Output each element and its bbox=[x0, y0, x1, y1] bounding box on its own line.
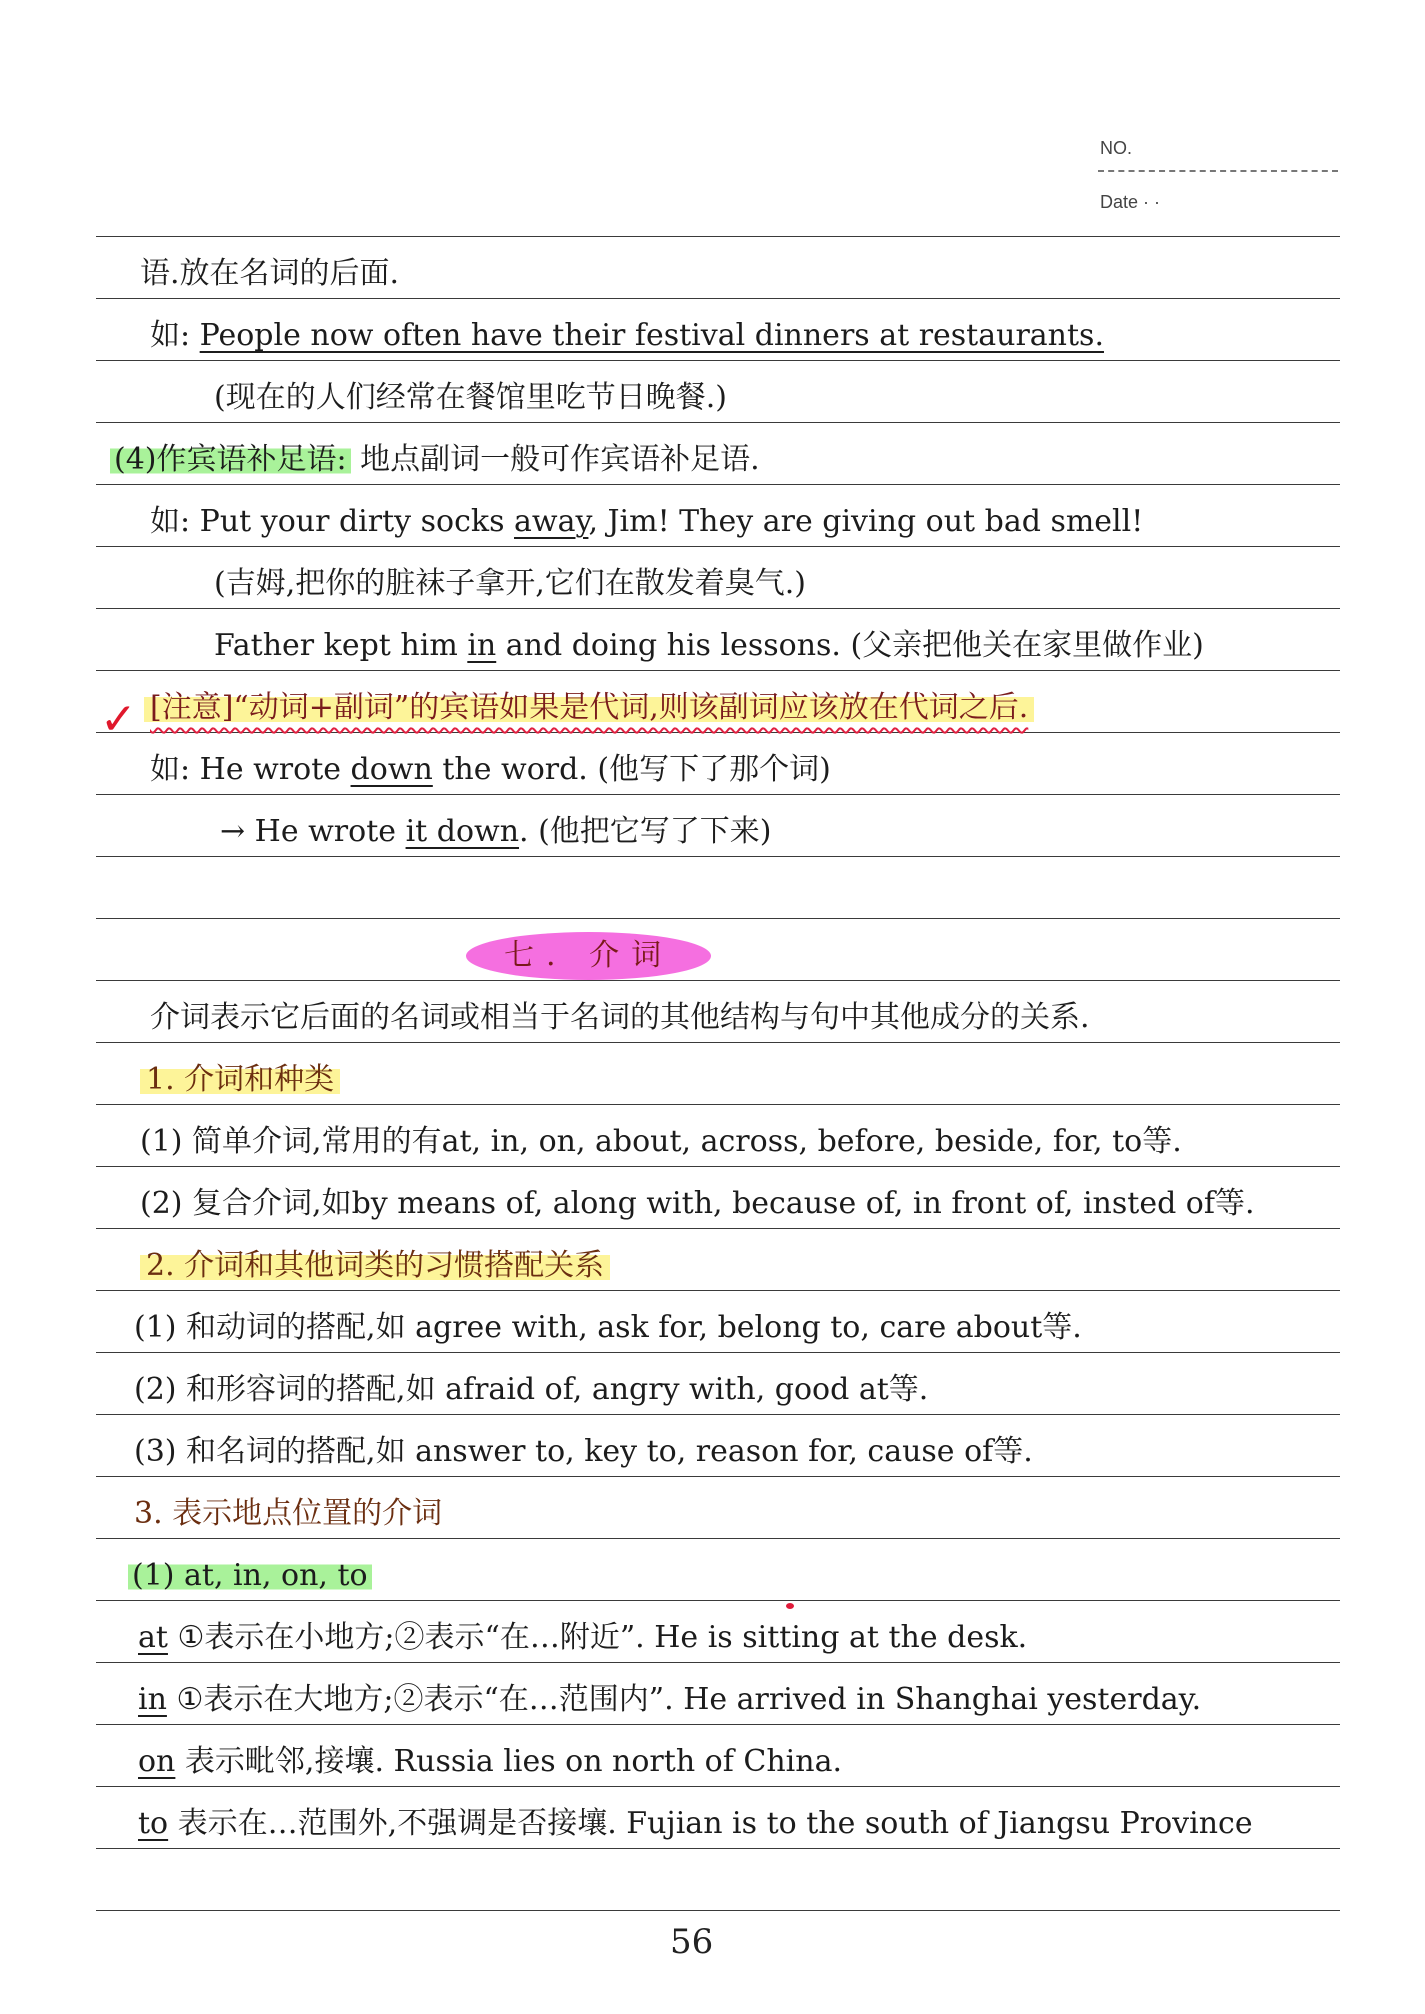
ruled-line bbox=[96, 732, 1340, 733]
ruled-line bbox=[96, 1600, 1340, 1601]
note-line-18: (2) 和形容词的搭配,如 afraid of, angry with, good at等. bbox=[134, 1372, 929, 1407]
note-line-23 bbox=[138, 1680, 1201, 1720]
page-number: 56 bbox=[670, 1922, 714, 1962]
ruled-line bbox=[96, 1042, 1340, 1043]
subheading-explanation: 地点副词一般可作宾语补足语. bbox=[350, 442, 760, 477]
ruled-line bbox=[96, 670, 1340, 671]
section-title: 七. 介词 bbox=[466, 932, 711, 980]
ruled-line bbox=[96, 360, 1340, 361]
header-date-label: Date · · bbox=[1100, 192, 1161, 212]
preposition-on: on bbox=[138, 1744, 176, 1779]
example-part-a: Put your dirty socks bbox=[199, 504, 515, 539]
ruled-line bbox=[96, 1476, 1340, 1477]
note-line-16 bbox=[140, 1246, 610, 1286]
note-line-5 bbox=[150, 502, 1143, 542]
note-line-15: (2) 复合介词,如by means of, along with, because of, in front of, insted of等. bbox=[140, 1186, 1255, 1221]
preposition-to-usage: 表示在…范围外,不强调是否接壤. Fujian is to the south of Jiangsu Province bbox=[168, 1806, 1253, 1841]
preposition-in-usage: ①表示在大地方;②表示“在…范围内”. He arrived in Shanghai yesterday. bbox=[166, 1682, 1202, 1717]
example-prefix: 如: bbox=[150, 752, 200, 787]
preposition-to: to bbox=[138, 1806, 169, 1841]
heading-collocations: 2. 介词和其他词类的习惯搭配关系 bbox=[140, 1248, 610, 1283]
ruled-line bbox=[96, 794, 1340, 795]
heading-location-prepositions: 3. 表示地点位置的介词 bbox=[134, 1496, 443, 1531]
ruled-line bbox=[96, 1104, 1340, 1105]
example-prefix: 如: bbox=[150, 504, 200, 539]
ruled-line bbox=[96, 422, 1340, 423]
example-part-b: the word. (他写下了那个词) bbox=[432, 752, 831, 787]
note-line-13 bbox=[140, 1060, 340, 1100]
ruled-line bbox=[96, 1166, 1340, 1167]
example-part-b: and doing his lessons. (父亲把他关在家里做作业) bbox=[496, 628, 1204, 663]
example-keyword-down: down bbox=[350, 752, 433, 787]
subheading-object-complement: (4)作宾语补足语: bbox=[110, 442, 351, 477]
header-divider bbox=[1098, 170, 1338, 172]
note-line-2 bbox=[150, 316, 1104, 356]
ruled-line bbox=[96, 1538, 1340, 1539]
ruled-line bbox=[96, 608, 1340, 609]
preposition-in: in bbox=[138, 1682, 167, 1717]
note-line-21 bbox=[128, 1556, 372, 1596]
ruled-line bbox=[96, 1848, 1340, 1849]
note-line-22 bbox=[138, 1618, 1027, 1658]
note-line-9 bbox=[150, 750, 831, 790]
note-line-3: (现在的人们经常在餐馆里吃节日晚餐.) bbox=[214, 380, 727, 415]
ruled-line bbox=[96, 1228, 1340, 1229]
example-keyword-in: in bbox=[467, 628, 497, 663]
note-line-6: (吉姆,把你的脏袜子拿开,它们在散发着臭气.) bbox=[214, 566, 807, 601]
heading-preposition-types: 1. 介词和种类 bbox=[140, 1062, 340, 1097]
note-line-12: 介词表示它后面的名词或相当于名词的其他结构与句中其他成分的关系. bbox=[150, 1000, 1090, 1035]
example-prefix: 如: bbox=[150, 318, 200, 353]
note-line-20 bbox=[134, 1494, 442, 1534]
ruled-line bbox=[96, 918, 1340, 919]
note-line-10 bbox=[220, 812, 772, 852]
attention-note: [注意]“动词+副词”的宾语如果是代词,则该副词应该放在代词之后. bbox=[144, 690, 1034, 725]
ruled-line bbox=[96, 484, 1340, 485]
example-part-a: Father kept him bbox=[214, 628, 468, 663]
example-sentence: People now often have their festival dinners at restaurants. bbox=[199, 318, 1104, 353]
ruled-line bbox=[96, 1910, 1340, 1911]
red-dot-mark bbox=[786, 1603, 794, 1609]
preposition-at-usage: ①表示在小地方;②表示“在…附近”. He is sitting at the desk. bbox=[167, 1620, 1028, 1655]
ruled-line bbox=[96, 298, 1340, 299]
ruled-line bbox=[96, 1290, 1340, 1291]
ruled-line bbox=[96, 980, 1340, 981]
ruled-line bbox=[96, 1414, 1340, 1415]
note-line-14: (1) 简单介词,常用的有at, in, on, about, across, before, beside, for, to等. bbox=[140, 1124, 1182, 1159]
note-line-8 bbox=[144, 688, 1034, 728]
note-line-24 bbox=[138, 1742, 842, 1782]
example-part-a: He wrote bbox=[199, 752, 351, 787]
ruled-line bbox=[96, 1352, 1340, 1353]
example-part-b: , Jim! They are giving out bad smell! bbox=[588, 504, 1144, 539]
note-line-25 bbox=[138, 1804, 1253, 1844]
ruled-line bbox=[96, 856, 1340, 857]
note-line-4 bbox=[110, 440, 760, 480]
example-part-c: . (他把它写了下来) bbox=[519, 814, 772, 849]
ruled-line bbox=[96, 546, 1340, 547]
example-keyword-it-down: it down bbox=[405, 814, 520, 849]
example-keyword-away: away bbox=[514, 504, 589, 539]
note-line-19: (3) 和名词的搭配,如 answer to, key to, reason for, cause of等. bbox=[134, 1434, 1033, 1469]
note-line-7 bbox=[214, 626, 1204, 666]
note-line-17: (1) 和动词的搭配,如 agree with, ask for, belong to, care about等. bbox=[134, 1310, 1082, 1345]
checkmark-icon: ✓ bbox=[100, 694, 137, 745]
example-part-a: → He wrote bbox=[220, 814, 406, 849]
preposition-on-usage: 表示毗邻,接壤. Russia lies on north of China. bbox=[175, 1744, 842, 1779]
note-line-1: 语.放在名词的后面. bbox=[140, 256, 400, 291]
ruled-line bbox=[96, 1786, 1340, 1787]
preposition-at: at bbox=[138, 1620, 168, 1655]
ruled-line bbox=[96, 1662, 1340, 1663]
ruled-line bbox=[96, 1724, 1340, 1725]
subheading-at-in-on-to: (1) at, in, on, to bbox=[128, 1558, 372, 1593]
ruled-line bbox=[96, 236, 1340, 237]
header-no-label: NO. bbox=[1100, 138, 1133, 158]
section-title-line bbox=[466, 932, 711, 980]
